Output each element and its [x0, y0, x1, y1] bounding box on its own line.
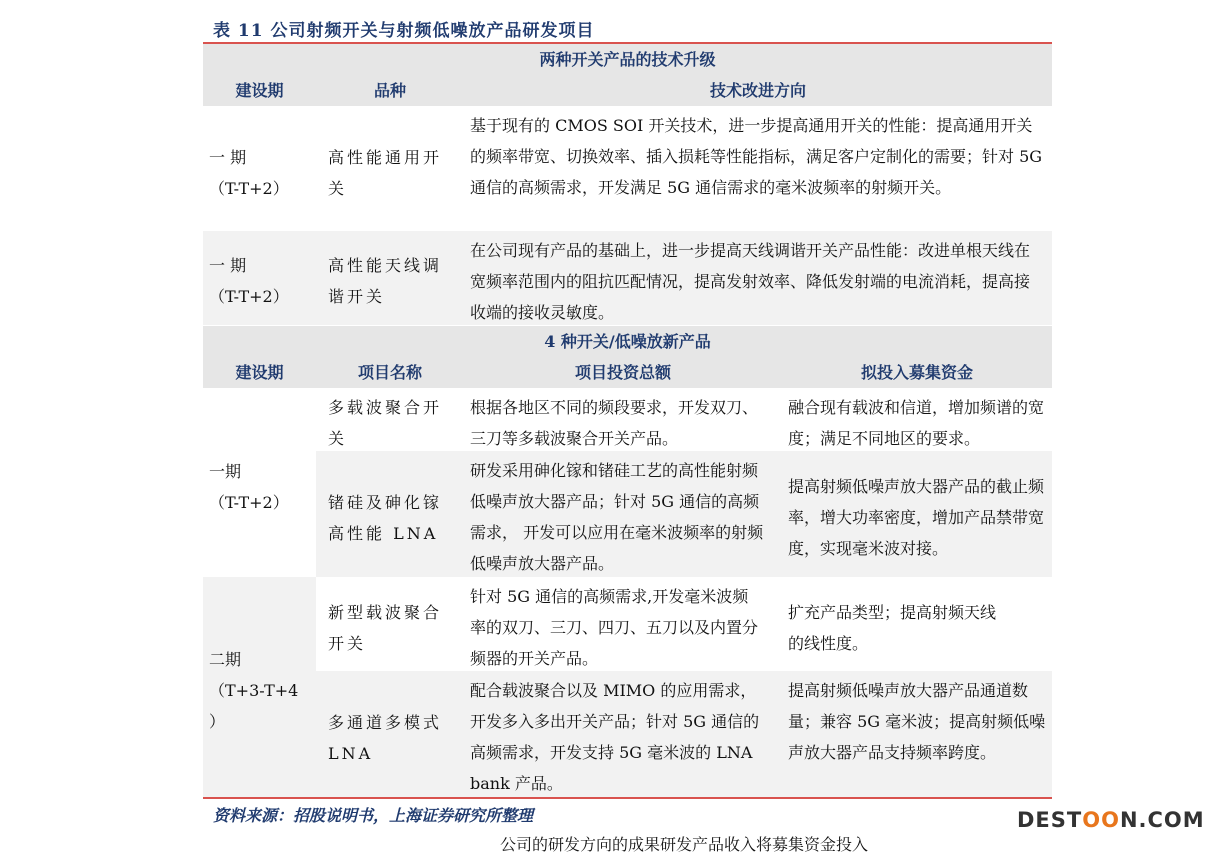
section2-title: 4 种开关/低噪放新产品: [203, 326, 1052, 357]
row1-period: 一 期 （T-T+2）: [209, 148, 289, 198]
header-direction: 技术改进方向: [464, 75, 1052, 106]
row2-period: 一 期 （T-T+2）: [209, 256, 289, 306]
row-carrier-aggregation-investment: 根据各地区不同的频段要求，开发双刀、三刀等多载波聚合开关产品。: [470, 398, 759, 448]
phase2-label: 二期 （T+3-T+4 ）: [209, 650, 299, 731]
row-mimo-investment: 配合载波聚合以及 MIMO 的应用需求，开发多入多出开关产品；针对 5G 通信的高频需求，开发支持 5G 毫米波的 LNA bank 产品。: [470, 681, 760, 793]
row-mimo-name: 多通道多模式 LNA: [328, 713, 443, 763]
watermark-logo: DESTOON.COM: [1017, 808, 1205, 832]
row-lna-funds: 提高射频低噪声放大器产品的截止频率，增大功率密度，增加产品禁带宽度，实现毫米波对接。: [788, 477, 1045, 558]
row-carrier-aggregation-funds: 融合现有载波和信道，增加频谱的宽度；满足不同地区的要求。: [788, 398, 1045, 448]
row-lna-name: 锗硅及砷化镓高性能 LNA: [328, 493, 443, 543]
phase1-label: 一期 （T-T+2）: [209, 462, 289, 512]
row1-direction: 基于现有的 CMOS SOI 开关技术，进一步提高通用开关的性能：提高通用开关的频率带宽、切换效率、插入损耗等性能指标，满足客户定制化的需要；针对 5G 通信的高频需求，开发满足 5G 通信需求的毫米波频率的射频开关。: [470, 116, 1043, 197]
table-bottom-rule: [203, 797, 1052, 799]
row1-product: 高性能通用开关: [328, 148, 443, 198]
row-new-carrier-investment: 针对 5G 通信的高频需求,开发毫米波频率的双刀、三刀、四刀、五刀以及内置分频器的开关产品。: [470, 587, 759, 668]
row2-product: 高性能天线调谐开关: [328, 256, 443, 306]
row2-direction: 在公司现有产品的基础上，进一步提高天线调谐开关产品性能：改进单根天线在宽频率范围内的阻抗匹配情况，提高发射效率、降低发射端的电流消耗，提高接收端的接收灵敏度。: [470, 241, 1031, 322]
row-new-carrier-funds: 扩充产品类型；提高射频天线 的线性度。: [788, 603, 997, 653]
header-project-name: 项目名称: [316, 357, 464, 388]
cut-off-text: 公司的研发方向的成果研发产品收入将募集资金投入: [500, 835, 869, 854]
table-caption: 表 11 公司射频开关与射频低噪放产品研发项目: [213, 21, 595, 41]
header-investment: 项目投资总额: [464, 357, 782, 388]
header-phase: 建设期: [203, 357, 316, 388]
header-product: 品种: [316, 75, 464, 106]
source-note: 资料来源：招股说明书，上海证券研究所整理: [213, 806, 534, 825]
section1-title: 两种开关产品的技术升级: [203, 44, 1052, 75]
row-mimo-funds: 提高射频低噪声放大器产品通道数量；兼容 5G 毫米波；提高射频低噪声放大器产品支持频率跨度。: [788, 681, 1046, 762]
row-carrier-aggregation-name: 多载波聚合开关: [328, 398, 443, 448]
header-period: 建设期: [203, 75, 316, 106]
row-lna-investment: 研发采用砷化镓和锗硅工艺的高性能射频低噪声放大器产品；针对 5G 通信的高频需求， 开发可以应用在毫米波频率的射频低噪声放大器产品。: [470, 461, 764, 573]
header-funds: 拟投入募集资金: [782, 357, 1052, 388]
row-new-carrier-name: 新型载波聚合开关: [328, 603, 443, 653]
